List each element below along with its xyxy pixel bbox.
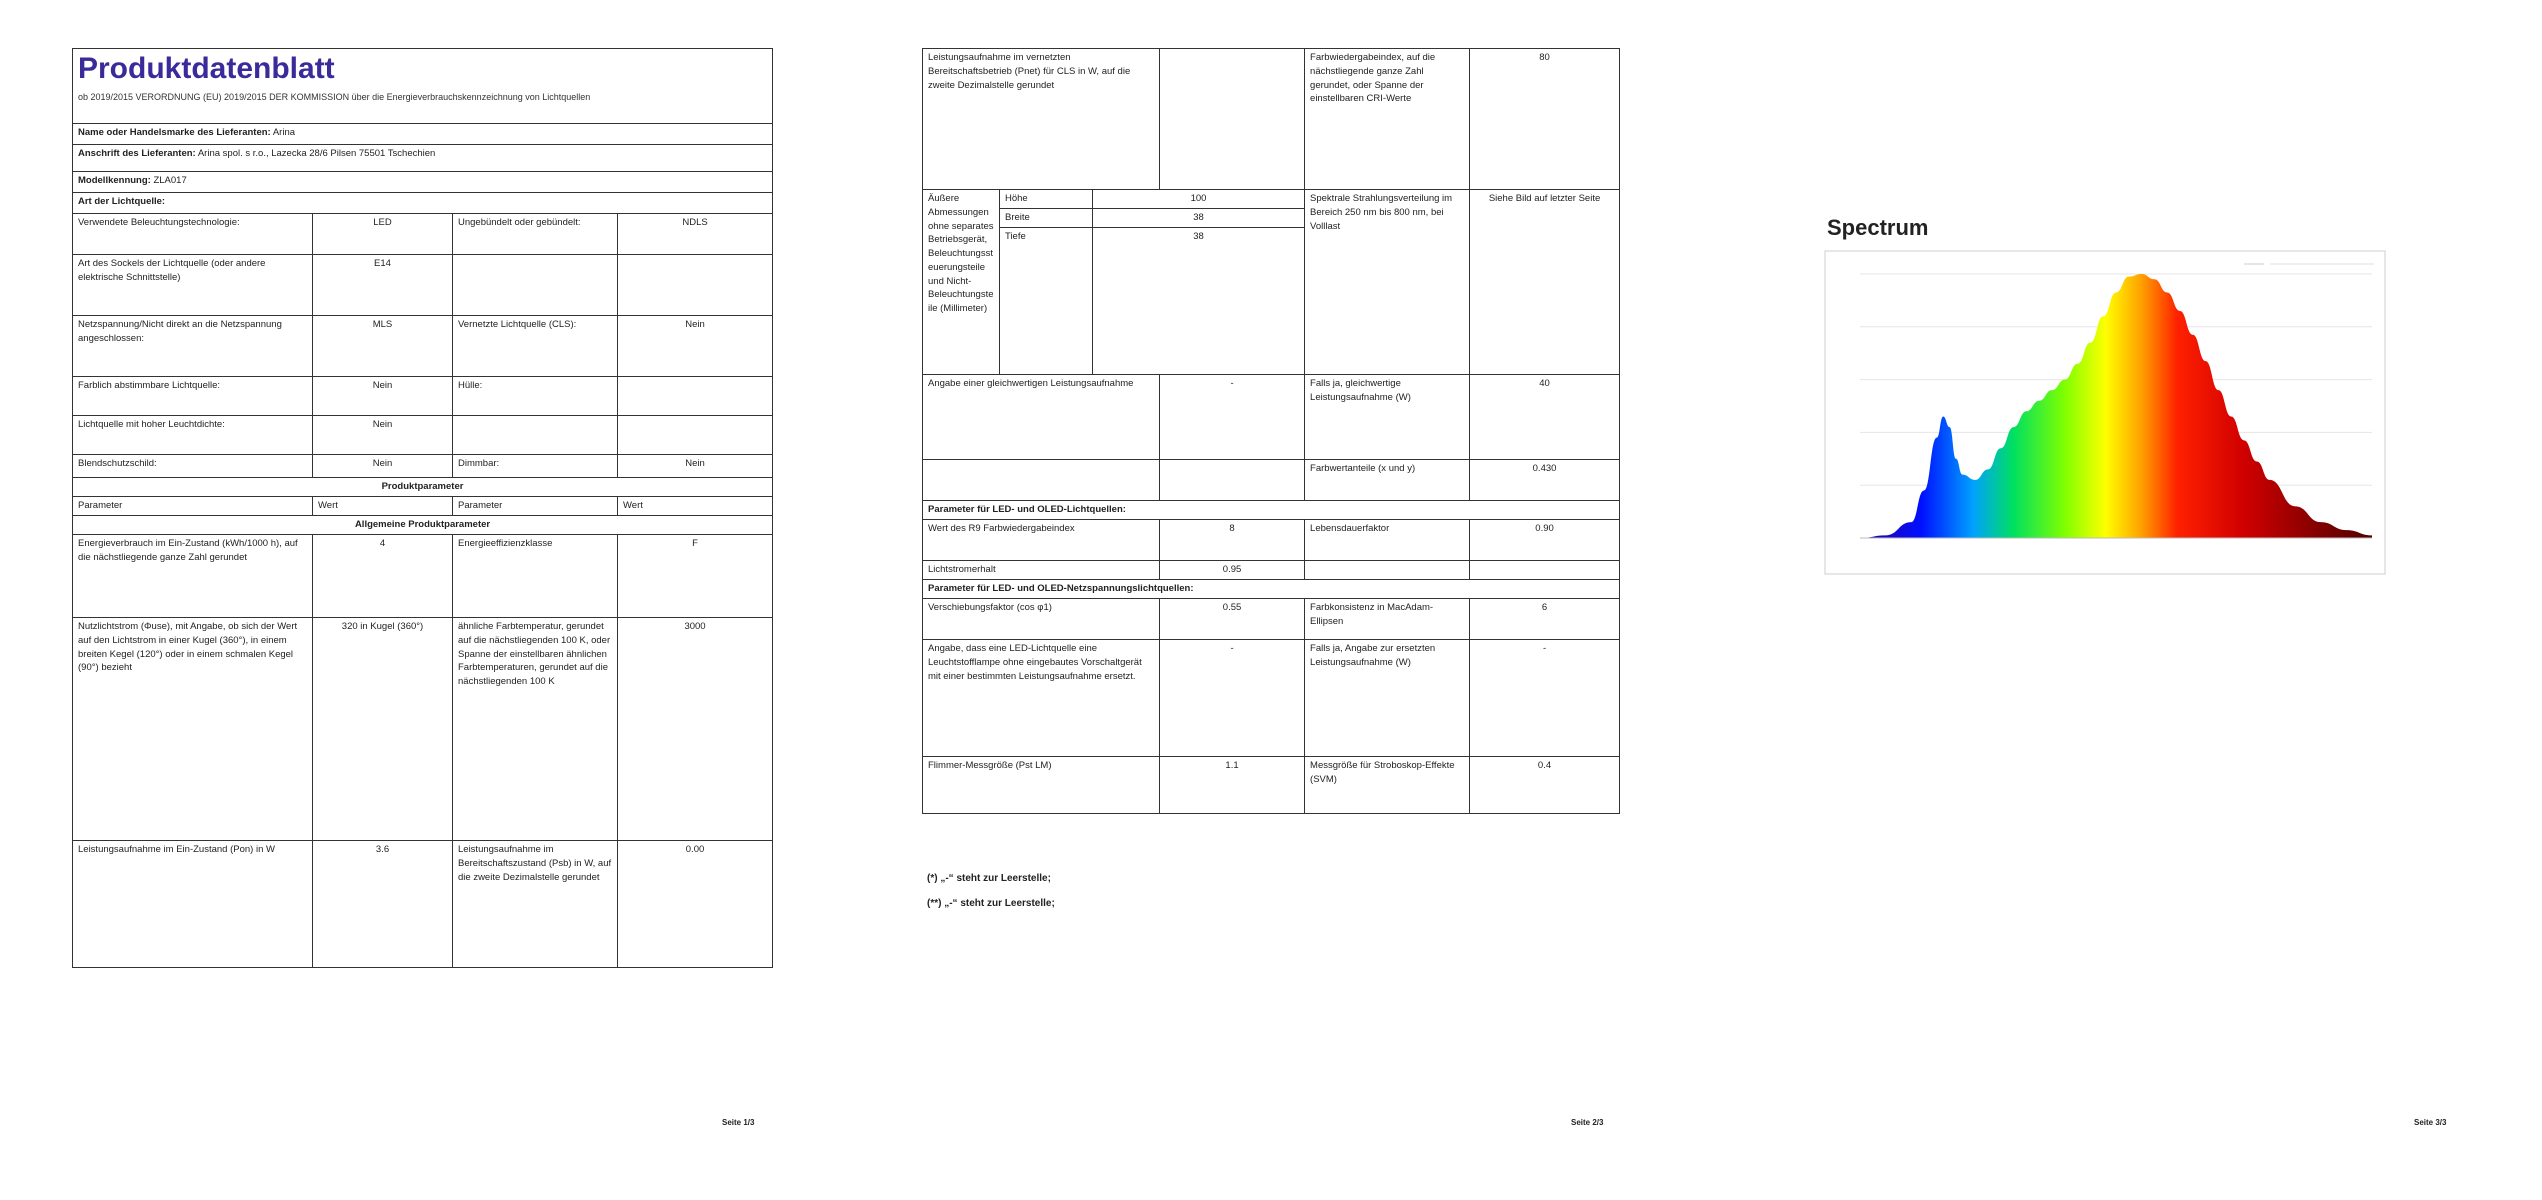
page-title: Produktdatenblatt [78, 52, 335, 85]
mains-row-label2: Messgröße für Stroboskop-Effekte (SVM) [1305, 757, 1470, 814]
spectrum-title: Spectrum [1827, 215, 1929, 240]
general-row-label2: ähnliche Farbtemperatur, gerundet auf die nächstliegenden 100 K, oder Spanne der einstellbaren ähnlichen Farbtemperaturen, gerundet auf die nächstliegenden 100 K [453, 618, 618, 841]
general-params-header: Allgemeine Produktparameter [73, 516, 773, 535]
page-number: Seite 2/3 [1571, 1118, 1604, 1127]
table-row [73, 316, 773, 377]
general-row-label: Energieverbrauch im Ein-Zustand (kWh/1000 h), auf die nächstliegende ganze Zahl gerundet [73, 535, 313, 618]
regulation-subtitle: ob 2019/2015 VERORDNUNG (EU) 2019/2015 DER KOMMISSION über die Energieverbrauchskennzeichnung von Lichtquellen [78, 92, 591, 102]
general-row-value: 320 in Kugel (360°) [313, 618, 453, 841]
top-row-label2: Spektrale Strahlungsverteilung im Bereich 250 nm bis 800 nm, bei Volllast [1305, 190, 1470, 375]
general-row-label2: Energieeffizienzklasse [453, 535, 618, 618]
mains-row-value2: 6 [1470, 599, 1620, 640]
type-row-label2: Ungebündelt oder gebündelt: [453, 214, 618, 255]
top-row-value2: 0.430 [1470, 460, 1620, 501]
top-row-label2: Farbwiedergabeindex, auf die nächstliegende ganze Zahl gerundet, oder Spanne der einstellbaren CRI-Werte [1305, 49, 1470, 190]
datasheet-page-3 [1694, 0, 2542, 1200]
top-row-label2: Falls ja, gleichwertige Leistungsaufnahme (W) [1305, 375, 1470, 460]
page-number: Seite 3/3 [2414, 1118, 2447, 1127]
top-row-value [1160, 49, 1305, 190]
table-row [73, 618, 773, 841]
type-row-value2 [618, 416, 773, 455]
table-row [73, 455, 773, 478]
type-row-value: Nein [313, 377, 453, 416]
page-number: Seite 1/3 [722, 1118, 755, 1127]
mains-row-label: Verschiebungsfaktor (cos φ1) [923, 599, 1160, 640]
mains-row-value2: - [1470, 640, 1620, 757]
type-row-label: Blendschutzschild: [73, 455, 313, 478]
top-row-value2: 40 [1470, 375, 1620, 460]
type-row-label2 [453, 416, 618, 455]
mains-params-header: Parameter für LED- und OLED-Netzspannungslichtquellen: [923, 580, 1620, 599]
mains-row-value: 0.55 [1160, 599, 1305, 640]
mains-row-label2: Falls ja, Angabe zur ersetzten Leistungsaufnahme (W) [1305, 640, 1470, 757]
params-header: Produktparameter [73, 478, 773, 497]
general-row-value: 3.6 [313, 841, 453, 968]
table-row [923, 460, 1620, 501]
type-row-label: Netzspannung/Nicht direkt an die Netzspannung angeschlossen: [73, 316, 313, 377]
dimension-width-value: 38 [1093, 209, 1305, 228]
footnote-1: (*) „-“ steht zur Leerstelle; [927, 873, 1051, 884]
table-row [73, 416, 773, 455]
dimension-depth-value: 38 [1093, 228, 1305, 375]
general-row-value2: F [618, 535, 773, 618]
type-row-label: Farblich abstimmbare Lichtquelle: [73, 377, 313, 416]
table-row [73, 255, 773, 316]
general-row-value2: 3000 [618, 618, 773, 841]
table-row [923, 520, 1620, 561]
type-row-label2 [453, 255, 618, 316]
col-header-value: Wert [313, 497, 453, 516]
type-row-label: Lichtquelle mit hoher Leuchtdichte: [73, 416, 313, 455]
table-row [923, 757, 1620, 814]
led-row-label: Wert des R9 Farbwiedergabeindex [923, 520, 1160, 561]
mains-row-label2: Farbkonsistenz in MacAdam-Ellipsen [1305, 599, 1470, 640]
table-row [923, 190, 1620, 209]
dimension-depth-label: Tiefe [1000, 228, 1093, 375]
table-row [73, 214, 773, 255]
led-row-label2: Lebensdauerfaktor [1305, 520, 1470, 561]
type-row-label2: Hülle: [453, 377, 618, 416]
dimension-height-value: 100 [1093, 190, 1305, 209]
supplier-address-value: Arina spol. s r.o., Lazecka 28/6 Pilsen 75501 Tschechien [197, 148, 436, 159]
datasheet-page-2 [847, 0, 1694, 1200]
supplier-address-label: Anschrift des Lieferanten: [78, 148, 196, 159]
type-row-value2: Nein [618, 455, 773, 478]
top-row-value2: Siehe Bild auf letzter Seite [1470, 190, 1620, 375]
led-row-label: Lichtstromerhalt [923, 561, 1160, 580]
spectrum-chart [1824, 250, 2386, 575]
type-row-label: Verwendete Beleuchtungstechnologie: [73, 214, 313, 255]
datasheet-table-1 [72, 48, 773, 968]
general-row-value2: 0.00 [618, 841, 773, 968]
model-value: ZLA017 [153, 175, 187, 186]
type-row-label: Art des Sockels der Lichtquelle (oder andere elektrische Schnittstelle) [73, 255, 313, 316]
led-row-value: 0.95 [1160, 561, 1305, 580]
datasheet-table-2 [922, 48, 1620, 814]
mains-row-value2: 0.4 [1470, 757, 1620, 814]
mains-row-value: 1.1 [1160, 757, 1305, 814]
general-row-label: Nutzlichtstrom (Φuse), mit Angabe, ob sich der Wert auf den Lichtstrom in einer Kugel (360°), in einem breiten Kegel (120°) oder in einem schmalen Kegel (90°) bezieht [73, 618, 313, 841]
table-row [923, 49, 1620, 190]
supplier-name-label: Name oder Handelsmarke des Lieferanten: [78, 127, 271, 138]
type-row-label2: Vernetzte Lichtquelle (CLS): [453, 316, 618, 377]
col-header-value-2: Wert [618, 497, 773, 516]
led-row-label2 [1305, 561, 1470, 580]
type-row-value2 [618, 255, 773, 316]
type-row-value2 [618, 377, 773, 416]
type-row-value: E14 [313, 255, 453, 316]
table-row [73, 535, 773, 618]
dimension-height-label: Höhe [1000, 190, 1093, 209]
type-row-value: MLS [313, 316, 453, 377]
footnote-2: (**) „-“ steht zur Leerstelle; [927, 898, 1055, 909]
type-row-value: Nein [313, 416, 453, 455]
general-row-value: 4 [313, 535, 453, 618]
datasheet-page-1 [0, 0, 847, 1200]
table-row [73, 377, 773, 416]
led-row-value2 [1470, 561, 1620, 580]
supplier-name-value: Arina [272, 127, 296, 138]
top-row-label [923, 460, 1160, 501]
dimension-width-label: Breite [1000, 209, 1093, 228]
led-row-value2: 0.90 [1470, 520, 1620, 561]
type-header: Art der Lichtquelle: [73, 193, 773, 214]
type-row-value: LED [313, 214, 453, 255]
top-row-label: Leistungsaufnahme im vernetzten Bereitschaftsbetrieb (Pnet) für CLS in W, auf die zweite Dezimalstelle gerundet [923, 49, 1160, 190]
mains-row-value: - [1160, 640, 1305, 757]
col-header-parameter: Parameter [73, 497, 313, 516]
type-row-value2: Nein [618, 316, 773, 377]
mains-row-label: Angabe, dass eine LED-Lichtquelle eine Leuchtstofflampe ohne eingebautes Vorschaltgerät mit einer bestimmten Leistungsaufnahme ersetzt. [923, 640, 1160, 757]
general-row-label: Leistungsaufnahme im Ein-Zustand (Pon) in W [73, 841, 313, 968]
top-row-value2: 80 [1470, 49, 1620, 190]
type-row-value2: NDLS [618, 214, 773, 255]
top-row-label2: Farbwertanteile (x und y) [1305, 460, 1470, 501]
table-row [923, 561, 1620, 580]
top-row-value [1160, 460, 1305, 501]
col-header-parameter-2: Parameter [453, 497, 618, 516]
led-params-header: Parameter für LED- und OLED-Lichtquellen: [923, 501, 1620, 520]
type-row-label2: Dimmbar: [453, 455, 618, 478]
model-label: Modellkennung: [78, 175, 151, 186]
led-row-value: 8 [1160, 520, 1305, 561]
type-row-value: Nein [313, 455, 453, 478]
table-row [923, 599, 1620, 640]
top-row-label: Angabe einer gleichwertigen Leistungsaufnahme [923, 375, 1160, 460]
table-row [923, 375, 1620, 460]
table-row [923, 640, 1620, 757]
top-row-value: - [1160, 375, 1305, 460]
mains-row-label: Flimmer-Messgröße (Pst LM) [923, 757, 1160, 814]
table-row [73, 841, 773, 968]
dimensions-label: Äußere Abmessungen ohne separates Betriebsgerät, Beleuchtungssteuerungsteile und Nicht-Beleuchtungsteile (Millimeter) [923, 190, 1000, 375]
general-row-label2: Leistungsaufnahme im Bereitschaftszustand (Psb) in W, auf die zweite Dezimalstelle gerundet [453, 841, 618, 968]
